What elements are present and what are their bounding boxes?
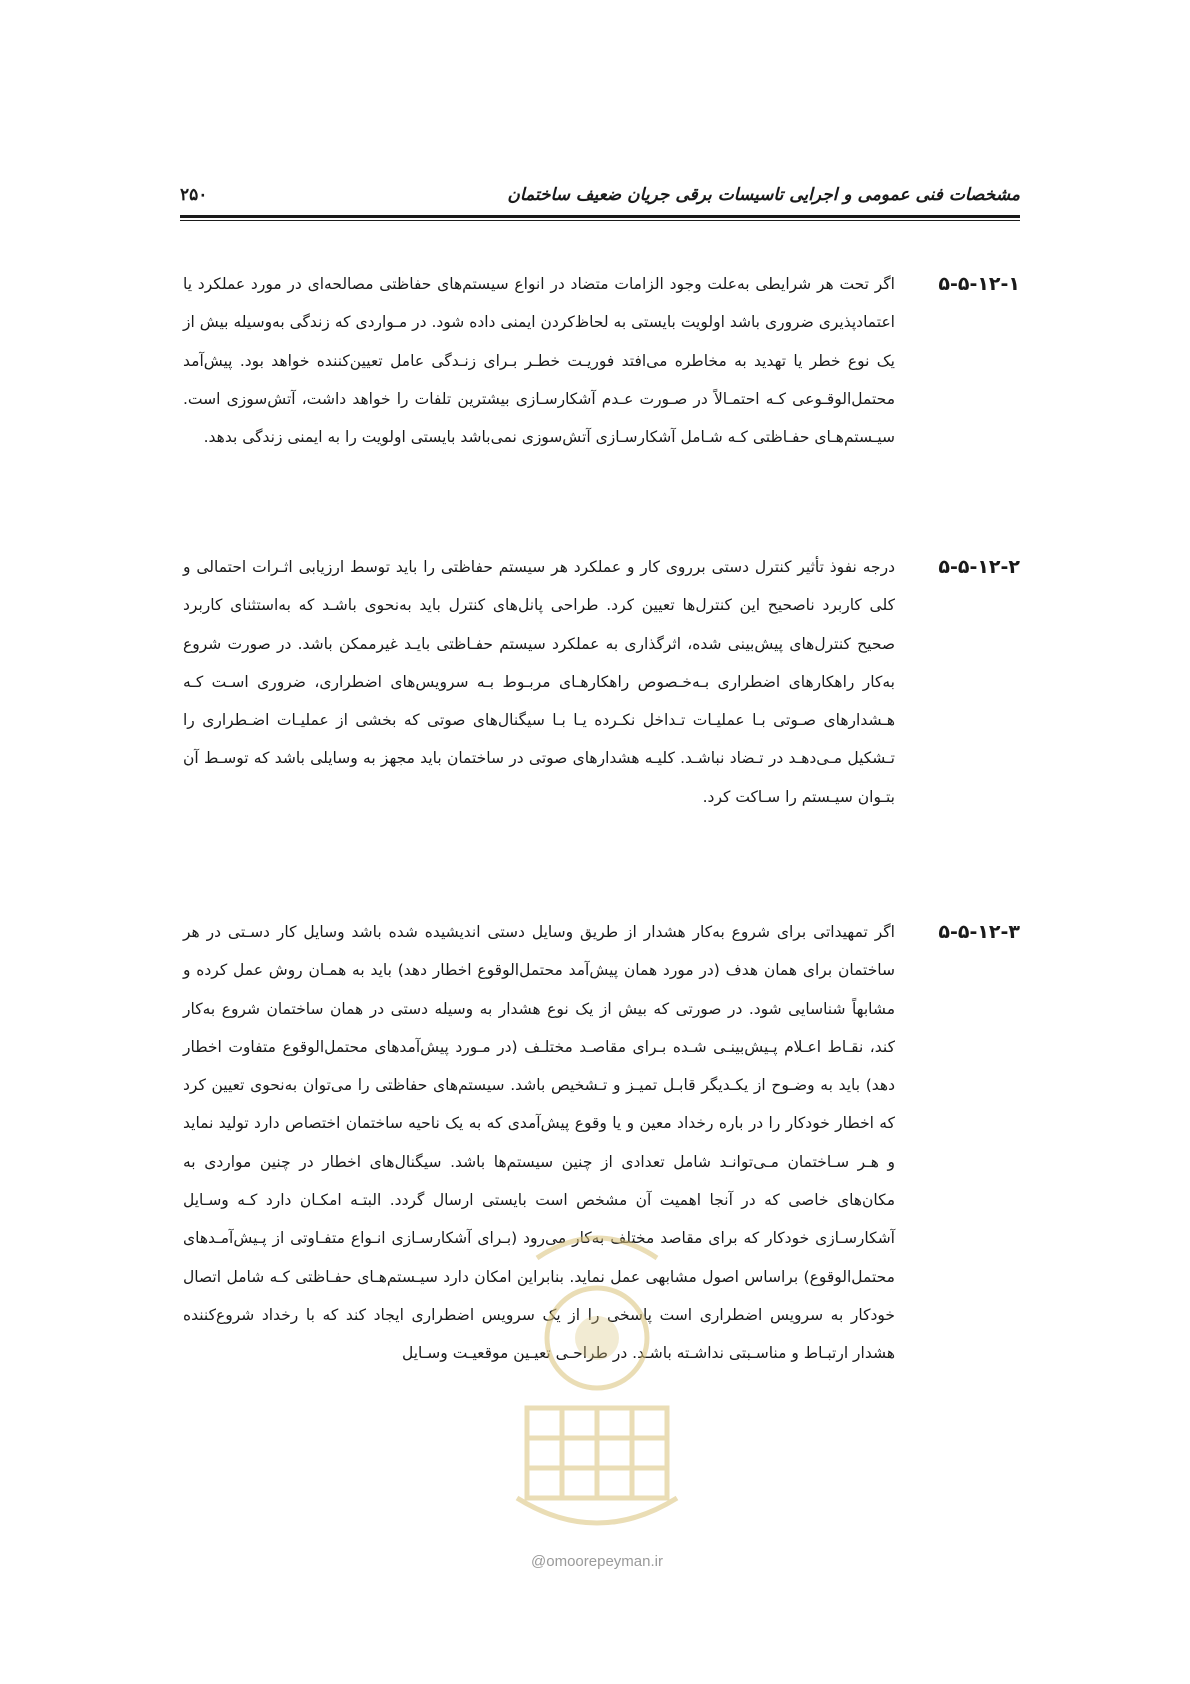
watermark-url: @omoorepeyman.ir (531, 1553, 663, 1570)
clause-number: ۵-۵-۱۲-۱ (938, 273, 1020, 295)
watermark-logo-icon (497, 1218, 697, 1538)
page-number: ۲۵۰ (180, 185, 208, 205)
clause-2 (180, 548, 1020, 858)
header-rule-thin (180, 220, 1020, 221)
page-header (180, 180, 1020, 210)
header-rule-thick (180, 215, 1020, 218)
clause-number: ۵-۵-۱۲-۲ (938, 556, 1020, 578)
clause-text: اگر تمهیداتی برای شروع به‌کار هشدار از طریق وسایل دستی اندیشیده شده باشد وسایل کار دسـتی در هر ساختمان برای همان هدف (در مورد همان پیش‌آمد محتمل‌الوقوع اخطار دهد) باید به همـان روش عمل کرده و مشابهاً شناسایی شود. در صورتی که بیش از یک نوع هشدار به وسیله دستی در همان ساختمان شروع به‌کار کند، نقـاط اعـلام پـیش‌بینـی شـده بـرای مقاصـد مختلـف (در مـورد پیش‌آمدهای محتمل‌الوقوع متفاوت اخطار دهد) باید به وضـوح از یکـدیگر قابـل تمیـز و تـشخیص باشد. سیستم‌های حفاظتی را می‌توان به‌نحوی تعیین کرد که اخطار خودکار را در باره رخداد معین و یا وقوع پیش‌آمدی که به یک ناحیه ساختمان اختصاص دارد تولید نماید و هـر سـاختمان مـی‌توانـد شامل تعدادی از چنین سیستم‌ها باشد. سیگنال‌های اخطار در چنین مواردی به مکان‌های خاصی که در آنجا اهمیت آن مشخص است بایستی ارسال گردد. البتـه امکـان دارد کـه وسـایل آشکارسـازی خودکار که برای مقاصد مختلف به‌کار می‌رود (بـرای آشکارسـازی انـواع متفـاوتی از پـیش‌آمـدهای محتمل‌الوقوع) براساس اصول مشابهی عمل نماید. بنابراین امکان دارد سیـستم‌هـای حفـاظتی کـه شامل اتصال خودکار به سرویس اضطراری است پاسخی را از یک سرویس اضطراری ایجاد کند که با رخداد شروع‌کننده هشدار ارتبـاط و مناسـبتی نداشـته باشـد. در طراحـی تعیـین موقعیـت وسـایل (183, 923, 895, 1363)
running-title: مشخصات فنی عمومی و اجرایی تاسیسات برقی جریان ضعیف ساختمان (507, 185, 1020, 205)
clause-1 (180, 265, 1020, 500)
clause-number: ۵-۵-۱۲-۳ (938, 921, 1020, 943)
clause-text: درجه نفوذ تأثیر کنترل دستی برروی کار و عملکرد هر سیستم حفاظتی را باید توسط ارزیابی اثـرات احتمالی و کلی کاربرد ناصحیح این کنترل‌ها تعیین کرد. طراحی پانل‌های کنترل باید به‌نحوی باشـد که به‌استثنای کاربرد صحیح کنترل‌های پیش‌بینی شده، اثرگذاری به عملکرد سیستم حفـاظتی بایـد غیرممکن باشد. در صورت شروع به‌کار راهکارهای اضطراری بـه‌خـصوص راهکارهـای مربـوط بـه سرویس‌های اضطراری، ضروری اسـت کـه هـشدارهای صـوتی بـا عملیـات تـداخل نکـرده یـا بـا سیگنال‌های صوتی که بخشی از عملیـات اضـطراری را تـشکیل مـی‌دهـد در تـضاد نباشـد. کلیـه هشدارهای صوتی در ساختمان باید مجهز به وسایلی باشد که توسـط آن بتـوان سیـستم را سـاکت کرد. (183, 558, 895, 806)
clause-text: اگر تحت هر شرایطی به‌علت وجود الزامات متضاد در انواع سیستم‌های حفاظتی مصالحه‌ای در مورد عملکرد یا اعتمادپذیری ضروری باشد اولویت بایستی به لحاظ‌کردن ایمنی داده شود. در مـواردی که زندگی به‌وسیله بیش از یک نوع خطر یا تهدید به مخاطره می‌افتد فوریـت خطـر بـرای زنـدگی عامل تعیین‌کننده خواهد بود. پیش‌آمد محتمل‌الوقـوعی کـه احتمـالاً در صـورت عـدم آشکارسـازی بیشترین تلفات را خواهد داشت، آتش‌سوزی است. سیـستم‌هـای حفـاظتی کـه شـامل آشکارسـازی آتش‌سوزی نمی‌باشد بایستی اولویت را به ایمنی زندگی بدهد. (183, 275, 895, 447)
